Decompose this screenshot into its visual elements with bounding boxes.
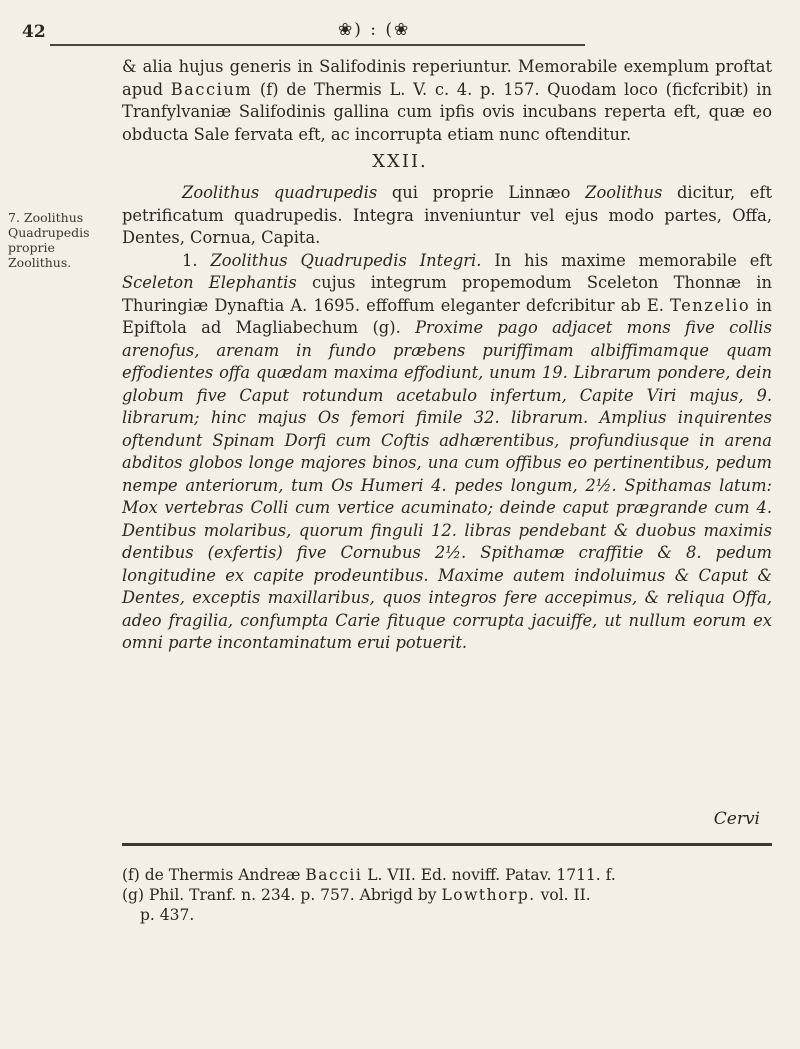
author-name: Baccium	[170, 79, 253, 99]
paragraph-text: in Epiftola ad Magliabechum (g).	[122, 295, 772, 337]
subheading-italic: Zoolithus Quadrupedis Integri.	[210, 250, 482, 270]
catchword: Cervi	[713, 809, 760, 829]
header-ornament: ❀) : (❀	[338, 20, 411, 40]
paragraph-text: qui proprie Linnæo	[377, 183, 586, 202]
quotation-italic: Proxime pago adjacet mons five collis arenofus, arenam in fundo præbens puriffimam albiffimamque quam effodientes offa quædam maxima effodiunt, unum 19. Librarum pondere, dein globum five Caput rotundum acetabulo infertum, Capite Viri majus, 9. librarum; hinc majus Os femori fimile 32. librarum. Amplius inquirentes oftendunt Spinam Dorfi cum Coftis adhærentibus, profundiusque in arena abditos globos longe majores binos, una cum offibus eo pertinentibus, pedum nempe anteriorum, tum Os Humeri 4. pedes longum, 2½. Spithamas latum: Mox vertebras Colli cum vertice acuminato; deinde caput prægrande cum 4. Dentibus molaribus, quorum finguli 12. libras pendebant & duobus maximis dentibus (exfertis) five Cornubus 2½. Spithamæ craffitie & 8. pedum longitudine ex capite prodeuntibus. Maxime autem indoluimus & Caput & Dentes, exceptis maxillaribus, quos integros fere accepimus, & reliqua Offa, adeo fragilia, confumpta Carie fituque corrupta jacuiffe, ut nullum eorum ex omni parte incontaminatum erui potuerit.	[122, 318, 772, 652]
term-italic: Zoolithus quadrupedis	[182, 183, 378, 202]
footnote-text: (g) Phil. Tranf. n. 234. p. 757. Abrigd by	[122, 886, 442, 904]
term-italic: Zoolithus	[585, 183, 663, 202]
top-paragraph-text: & alia hujus generis in Salifodinis reperiuntur. Memorabile exemplum proftat apud	[122, 57, 772, 99]
top-paragraph-text-continued: (f) de Thermis L. V. c. 4. p. 157. Quodam loco (ficfcribit) in Tranfylvaniæ Salifodinis gallina cum ipfis ovis incubans reperta eft, quæ eo obducta Sale fervata eft, ac incorrupta etiam nunc oftenditur.	[122, 79, 772, 144]
section-paragraph-1	[122, 182, 772, 250]
header-rule	[50, 44, 585, 46]
paragraph-text: dicitur, eft petrificatum quadrupedis. Integra inveniuntur vel ejus modo partes, Offa, Dentes, Cornua, Capita.	[122, 183, 772, 247]
page-number: 42	[22, 22, 46, 42]
term-italic: Sceleton Elephantis	[122, 273, 297, 292]
footnote-text: vol. II.	[535, 886, 591, 904]
footnote-text: (f) de Thermis Andreæ	[122, 866, 306, 884]
section-numeral: XXII.	[372, 151, 428, 172]
section-body	[122, 182, 772, 655]
footnote-f	[122, 865, 772, 885]
margin-note: 7. Zoolithus Quadrupedis proprie Zoolithus.	[8, 210, 90, 270]
footnote-rule	[122, 843, 772, 846]
paragraph-text: cujus integrum propemodum Sceleton Thonnæ in Thuringiæ Dynaftia A. 1695. effoffum eleganter defcribitur ab E.	[122, 273, 772, 315]
section-paragraph-2	[122, 250, 772, 655]
footnote-text: L. VII. Ed. noviff. Patav. 1711. f.	[362, 866, 616, 884]
footnote-g	[122, 885, 772, 905]
top-paragraph	[122, 56, 772, 146]
author-name: Lowthorp.	[441, 886, 536, 904]
author-name: Baccii	[305, 866, 363, 884]
item-number: 1.	[182, 250, 211, 270]
footnotes	[122, 865, 772, 925]
author-name: Tenzelio	[670, 295, 751, 315]
footnote-g-continued: p. 437.	[140, 906, 195, 924]
paragraph-text: In his maxime memorabile eft	[481, 250, 772, 270]
